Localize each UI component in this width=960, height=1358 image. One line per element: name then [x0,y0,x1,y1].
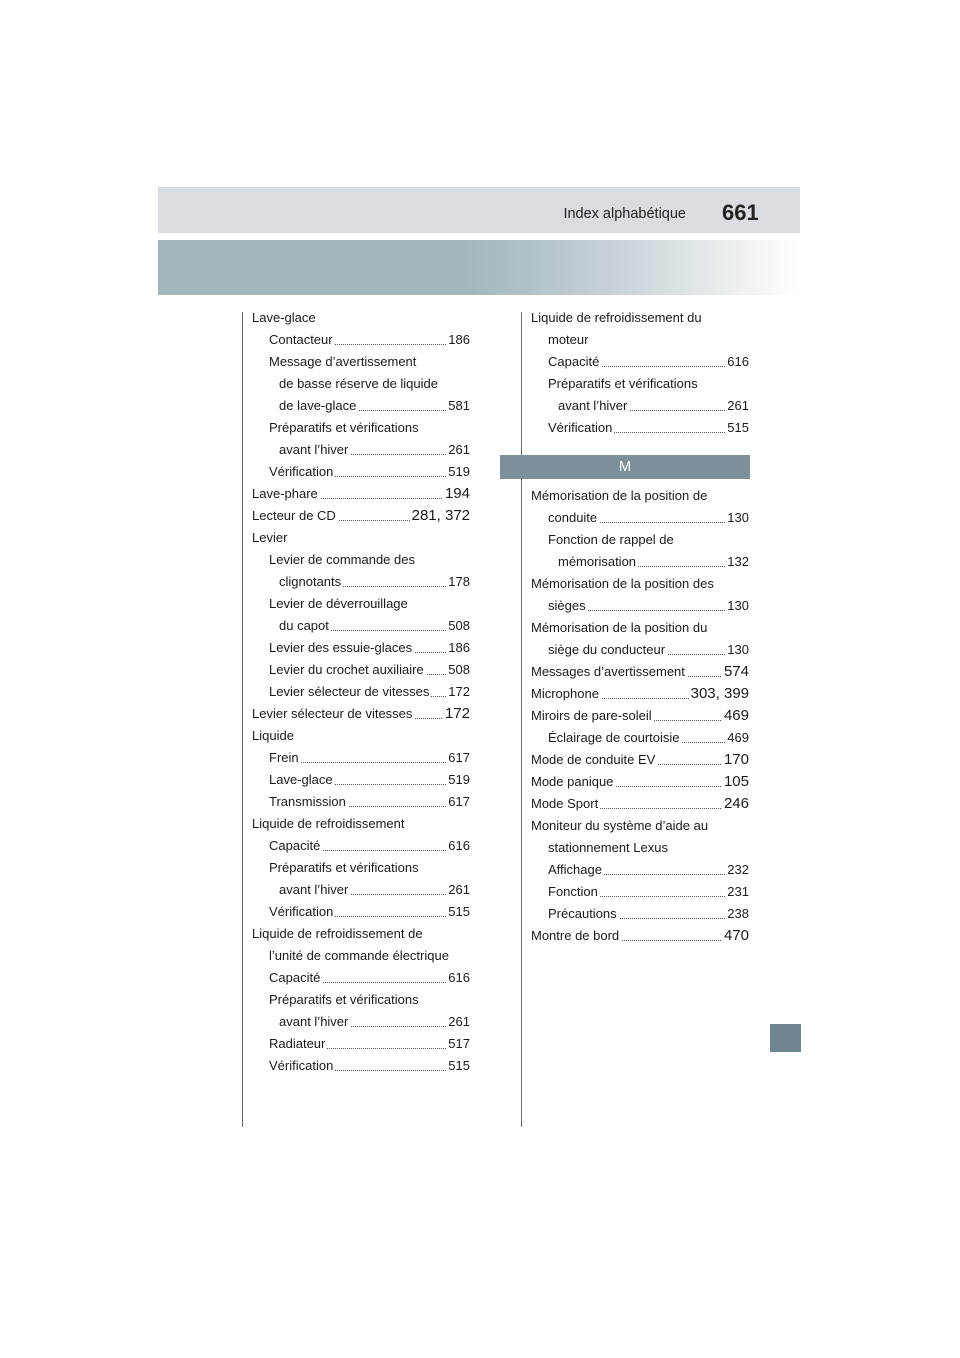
entry-text: avant l’hiver [279,439,350,461]
header-band [158,240,800,295]
left-column-rule [242,312,243,1127]
index-entry [548,595,749,617]
entry-text: de basse réserve de liquide [279,373,440,395]
entry-text: Affichage [548,859,604,881]
index-entry [531,705,749,727]
index-entry [269,857,470,879]
entry-text: Levier de déverrouillage [269,593,410,615]
index-entry [269,351,470,373]
entry-page: 130 [725,639,749,661]
entry-text: Miroirs de pare-soleil [531,705,654,727]
index-entry [531,683,749,705]
entry-page: 130 [725,595,749,617]
entry-page: 172 [443,703,470,725]
index-entry [252,923,470,945]
index-entry [269,747,470,769]
entry-page: 172 [446,681,470,703]
index-entry [269,835,470,857]
index-entry [269,791,470,813]
entry-text: sièges [548,595,588,617]
entry-text: moteur [548,329,590,351]
entry-page: 238 [725,903,749,925]
entry-text: l’unité de commande électrique [269,945,451,967]
entry-page: 508 [446,659,470,681]
index-entry [548,351,749,373]
index-entry [548,859,749,881]
entry-page: 261 [725,395,749,417]
index-entry [252,813,470,835]
index-entry [252,307,470,329]
entry-text: Précautions [548,903,619,925]
index-entry [279,879,470,901]
entry-text: Éclairage de courtoisie [548,727,682,749]
index-entry [548,417,749,439]
right-column-rule [521,312,522,1127]
entry-text: stationnement Lexus [548,837,670,859]
page-title: Index alphabétique [563,206,686,222]
entry-text: Fonction [548,881,600,903]
entry-page: 519 [446,769,470,791]
index-entry [269,967,470,989]
entry-page: 469 [725,727,749,749]
entry-page: 232 [725,859,749,881]
entry-page: 261 [446,879,470,901]
entry-text: Radiateur [269,1033,327,1055]
entry-text: du capot [279,615,331,637]
index-entry [269,1033,470,1055]
index-entry [531,771,749,793]
entry-text: Vérification [269,461,335,483]
entry-text: Capacité [269,835,322,857]
section-header-m: M [500,455,750,479]
index-entry [269,901,470,923]
index-entry [269,989,470,1011]
index-entry [269,769,470,791]
entry-text: Vérification [269,1055,335,1077]
index-entry [279,615,470,637]
index-entry [548,903,749,925]
index-entry [269,1055,470,1077]
entry-text: Fonction de rappel de [548,529,676,551]
entry-text: Préparatifs et vérifications [548,373,700,395]
entry-page: 178 [446,571,470,593]
entry-text: Lave-glace [252,307,318,329]
entry-text: de lave-glace [279,395,358,417]
entry-text: Liquide de refroidissement [252,813,406,835]
entry-text: siège du conducteur [548,639,667,661]
index-entry [252,505,470,527]
entry-text: Levier sélecteur de vitesses [252,703,414,725]
index-entry [279,373,470,395]
entry-page: 519 [446,461,470,483]
index-entry [548,639,749,661]
entry-page: 469 [722,705,749,727]
entry-text: Préparatifs et vérifications [269,989,421,1011]
entry-text: Contacteur [269,329,335,351]
entry-text: Préparatifs et vérifications [269,417,421,439]
index-entry [269,681,470,703]
entry-page: 246 [722,793,749,815]
entry-page: 281, 372 [410,505,470,527]
index-column-left [252,307,470,1077]
entry-text: clignotants [279,571,343,593]
index-entry [252,725,470,747]
index-entry [252,527,470,549]
index-entry [269,461,470,483]
entry-page: 515 [725,417,749,439]
entry-text: Préparatifs et vérifications [269,857,421,879]
entry-text: avant l’hiver [279,879,350,901]
entry-text: Frein [269,747,301,769]
entry-text: Liquide [252,725,296,747]
index-entry [548,507,749,529]
index-entry [548,881,749,903]
entry-page: 515 [446,901,470,923]
entry-text: Levier des essuie-glaces [269,637,414,659]
entry-page: 186 [446,329,470,351]
entry-text: Lecteur de CD [252,505,338,527]
entry-text: Transmission [269,791,348,813]
entry-text: Mémorisation de la position de [531,485,709,507]
entry-page: 617 [446,791,470,813]
entry-page: 616 [725,351,749,373]
entry-text: Levier [252,527,289,549]
index-entry [558,551,749,573]
entry-text: Mode de conduite EV [531,749,657,771]
index-entry [531,573,749,595]
entry-text: Levier du crochet auxiliaire [269,659,426,681]
entry-text: Vérification [548,417,614,439]
entry-text: Mémorisation de la position des [531,573,716,595]
index-entry [548,373,749,395]
index-entry [279,395,470,417]
index-entry [531,307,749,329]
entry-text: Liquide de refroidissement de [252,923,425,945]
entry-text: avant l’hiver [558,395,629,417]
index-entry [531,661,749,683]
entry-page: 617 [446,747,470,769]
index-entry [269,945,470,967]
entry-page: 470 [722,925,749,947]
index-entry [531,925,749,947]
entry-text: Mode panique [531,771,615,793]
index-entry [279,1011,470,1033]
index-entry [269,659,470,681]
entry-page: 105 [722,771,749,793]
entry-text: Lave-phare [252,483,320,505]
entry-page: 231 [725,881,749,903]
entry-text: Capacité [269,967,322,989]
index-entry [558,395,749,417]
entry-text: Mémorisation de la position du [531,617,709,639]
index-entry [531,815,749,837]
page-number: 661 [722,200,759,225]
entry-text: Montre de bord [531,925,621,947]
index-entry [269,417,470,439]
entry-page: 186 [446,637,470,659]
entry-page: 581 [446,395,470,417]
section-tab [770,1024,801,1052]
header-bar [158,187,800,233]
index-column-right [531,307,749,947]
entry-text: Liquide de refroidissement du [531,307,704,329]
index-entry [269,637,470,659]
index-entry [548,837,749,859]
entry-text: Mode Sport [531,793,600,815]
index-entry [548,727,749,749]
index-entry [279,439,470,461]
entry-page: 130 [725,507,749,529]
index-entry [531,793,749,815]
index-entry [252,703,470,725]
entry-page: 261 [446,1011,470,1033]
entry-text: Moniteur du système d’aide au [531,815,710,837]
index-entry [531,749,749,771]
index-entry [269,329,470,351]
entry-text: Microphone [531,683,601,705]
entry-text: Levier sélecteur de vitesses [269,681,431,703]
entry-text: Levier de commande des [269,549,417,571]
entry-page: 515 [446,1055,470,1077]
entry-page: 170 [722,749,749,771]
index-entry [548,529,749,551]
entry-text: Capacité [548,351,601,373]
entry-text: conduite [548,507,599,529]
entry-text: Message d’avertissement [269,351,418,373]
entry-page: 616 [446,835,470,857]
index-entry [531,485,749,507]
index-entry [269,549,470,571]
entry-page: 194 [443,483,470,505]
entry-page: 132 [725,551,749,573]
entry-page: 574 [722,661,749,683]
index-entry [279,571,470,593]
entry-text: avant l’hiver [279,1011,350,1033]
entry-page: 517 [446,1033,470,1055]
entry-text: mémorisation [558,551,638,573]
entry-text: Vérification [269,901,335,923]
index-entry [252,483,470,505]
index-entry [548,329,749,351]
entry-page: 616 [446,967,470,989]
entry-page: 303, 399 [689,683,749,705]
entry-page: 261 [446,439,470,461]
entry-text: Lave-glace [269,769,335,791]
entry-text: Messages d’avertissement [531,661,687,683]
entry-page: 508 [446,615,470,637]
index-entry [531,617,749,639]
index-entry [269,593,470,615]
